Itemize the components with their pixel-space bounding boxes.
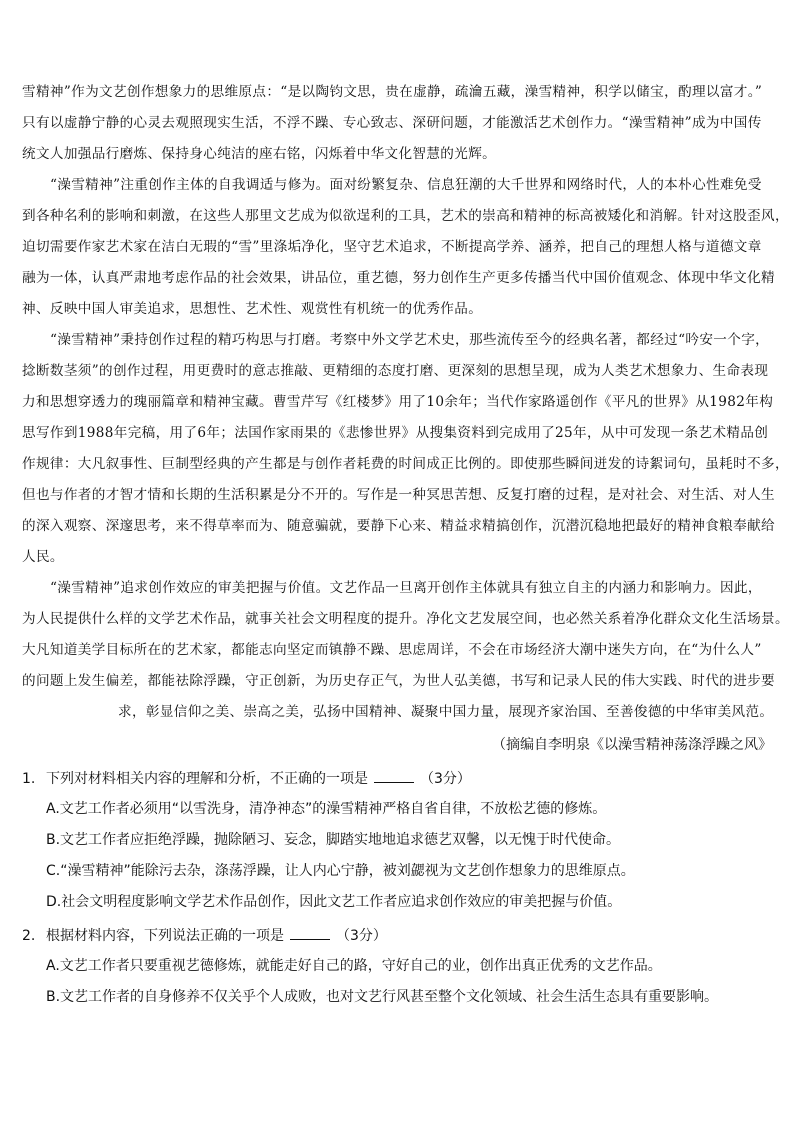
passage-line: 人民。 [22,549,64,565]
passage-line: 融为一体，认真严肃地考虑作品的社会效果，讲品位，重艺德，努力创作生产更多传播当代中国价值观念、体现中华文化精 [22,270,775,286]
answer-blank [290,925,330,940]
passage-line: 但也与作者的才智才情和长期的生活积累是分不开的。写作是一种冥思苦想、反复打磨的过程，是对社会、对生活、对人生 [22,487,775,503]
question-score: （3分） [336,928,387,944]
answer-blank [374,768,414,783]
passage-line: 到各种名利的影响和刺激，在这些人那里文艺成为似欲逞利的工具，艺术的崇高和精神的标高被矮化和消解。针对这股歪风， [22,208,789,224]
passage-line: 思写作到1988年完稿，用了6年；法国作家雨果的《悲惨世界》从搜集资料到完成用了25年，从中可发现一条艺术精品创 [22,425,769,441]
option-d: D.社会文明程度影响文学艺术作品创作，因此文艺工作者应追求创作效应的审美把握与价值。 [46,894,622,910]
passage-line: 雪精神”作为文艺创作想象力的思维原点：“是以陶钧文思，贵在虚静，疏瀹五藏，澡雪精神，积学以储宝，酌理以富才。” [22,84,763,100]
passage-line: 的问题上发生偏差，都能祛除浮躁，守正创新，为历史存正气，为世人弘美德，书写和记录人民的伟大实践、时代的进步要 [22,673,775,689]
passage-line: 的深入观察、深邃思考，来不得草率而为、随意骗就，要静下心来、精益求精搞创作，沉潜沉稳地把最好的精神食粮奉献给 [22,518,775,534]
passage-line: 大凡知道美学目标所在的艺术家，都能志向坚定而镇静不躁、思虑周详，不会在市场经济大潮中迷失方向，在“为什么人” [22,642,762,658]
passage-line: 统文人加强品行磨炼、保持身心纯洁的座右铭，闪烁着中华文化智慧的光辉。 [22,146,497,162]
passage-line: 求，彰显信仰之美、崇高之美，弘扬中国精神、凝聚中国力量，展现齐家治国、至善俊德的中华审美风范。 [118,704,774,720]
passage-paragraph-start: “澡雪精神”秉持创作过程的精巧构思与打磨。考察中外文学艺术史，那些流传至今的经典名著，都经过“吟安一个字， [50,332,770,348]
option-a: A.文艺工作者只要重视艺德修炼，就能走好自己的路，守好自己的业，创作出真正优秀的文艺作品。 [46,958,662,974]
passage-paragraph-start: “澡雪精神”追求创作效应的审美把握与价值。文艺作品一旦离开创作主体就具有独立自主的内涵力和影响力。因此， [50,580,762,596]
passage-line: 为人民提供什么样的文学艺术作品，就事关社会文明程度的提升。净化文艺发展空间，也必然关系着净化群众文化生活场景。 [22,611,789,627]
question-number: 2. [22,928,36,944]
option-a: A.文艺工作者必须用“以雪洗身，清净神态”的澡雪精神严格自省自律，不放松艺德的修炼。 [46,801,607,817]
option-b: B.文艺工作者应拒绝浮躁，抛除陋习、妄念，脚踏实地地追求德艺双馨，以无愧于时代使命。 [46,832,621,848]
question-stem: 下列对材料相关内容的理解和分析，不正确的一项是 [46,771,368,787]
passage-line: 作规律：大凡叙事性、巨制型经典的产生都是与创作者耗费的时间成正比例的。即使那些瞬间迸发的诗絮词句，虽耗时不多， [22,456,789,472]
question-stem: 根据材料内容，下列说法正确的一项是 [46,928,284,944]
option-b: B.文艺工作者的自身修养不仅关乎个人成败，也对文艺行风甚至整个文化领域、社会生活生态具有重要影响。 [46,989,719,1005]
question-2 [22,925,782,946]
option-c: C.“澡雪精神”能除污去杂，涤荡浮躁，让人内心宁静，被刘勰视为文艺创作想象力的思维原点。 [46,863,635,879]
passage-source: （摘编自李明泉《以澡雪精神荡涤浮躁之风》 [492,737,772,753]
passage-line: 神、反映中国人审美追求，思想性、艺术性、观赏性有机统一的优秀作品。 [22,301,483,317]
passage-line: 捻断数茎须”的创作过程，用更费时的意志推敲、更精细的态度打磨、更深刻的思想呈现，成为人类艺术想象力、生命表现 [22,363,769,379]
question-number: 1. [22,771,36,787]
passage-paragraph-start: “澡雪精神”注重创作主体的自我调适与修为。面对纷繁复杂、信息狂潮的大千世界和网络时代，人的本朴心性难免受 [50,177,762,193]
question-1 [22,768,782,789]
question-score: （3分） [420,771,471,787]
passage-line: 只有以虚静宁静的心灵去观照现实生活，不浮不躁、专心致志、深研问题，才能激活艺术创作力。“澡雪精神”成为中国传 [22,115,762,131]
passage-line: 迫切需要作家艺术家在洁白无瑕的“雪”里涤垢净化，坚守艺术追求，不断提高学养、涵养，把自己的理想人格与道德文章 [22,239,762,255]
passage-line: 力和思想穿透力的瑰丽篇章和精神宝藏。曹雪芹写《红楼梦》用了10余年；当代作家路遥创作《平凡的世界》从1982年构 [22,394,774,410]
